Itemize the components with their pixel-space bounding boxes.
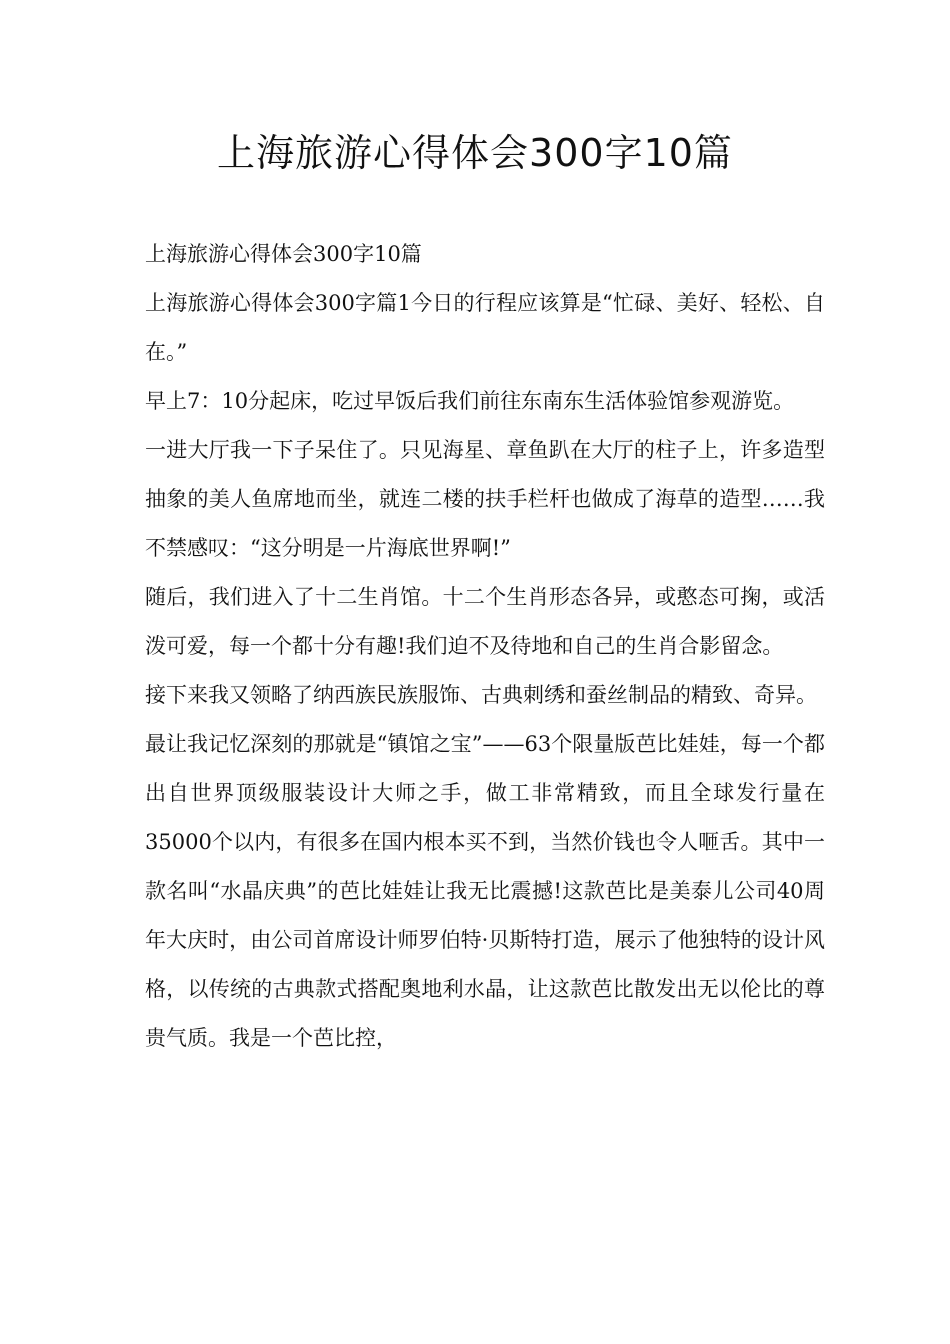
paragraph: 早上7：10分起床，吃过早饭后我们前往东南东生活体验馆参观游览。 — [145, 389, 795, 413]
paragraph: 接下来我又领略了纳西族民族服饰、古典刺绣和蚕丝制品的精致、奇异。 — [145, 683, 817, 707]
document-title: 上海旅游心得体会300字10篇 — [217, 131, 733, 175]
document-body — [145, 230, 825, 1063]
paragraph: 上海旅游心得体会300字篇1今日的行程应该算是“忙碌、美好、轻松、自在。” — [145, 291, 825, 364]
paragraph: 最让我记忆深刻的那就是“镇馆之宝”——63个限量版芭比娃娃，每一个都出自世界顶级服装设计大师之手，做工非常精致，而且全球发行量在35000个以内，有很多在国内根本买不到，当然价钱也令人咂舌。其中一款名叫“水晶庆典”的芭比娃娃让我无比震撼!这款芭比是美泰儿公司40周年大庆时，由公司首席设计师罗伯特·贝斯特打造，展示了他独特的设计风格，以传统的古典款式搭配奥地利水晶，让这款芭比散发出无以伦比的尊贵气质。我是一个芭比控， — [145, 732, 825, 1050]
paragraph: 上海旅游心得体会300字10篇 — [145, 242, 422, 266]
paragraph: 一进大厅我一下子呆住了。只见海星、章鱼趴在大厅的柱子上，许多造型抽象的美人鱼席地而坐，就连二楼的扶手栏杆也做成了海草的造型……我不禁感叹：“这分明是一片海底世界啊!” — [145, 438, 825, 560]
paragraph: 随后，我们进入了十二生肖馆。十二个生肖形态各异，或憨态可掬，或活泼可爱，每一个都十分有趣!我们迫不及待地和自己的生肖合影留念。 — [145, 585, 825, 658]
